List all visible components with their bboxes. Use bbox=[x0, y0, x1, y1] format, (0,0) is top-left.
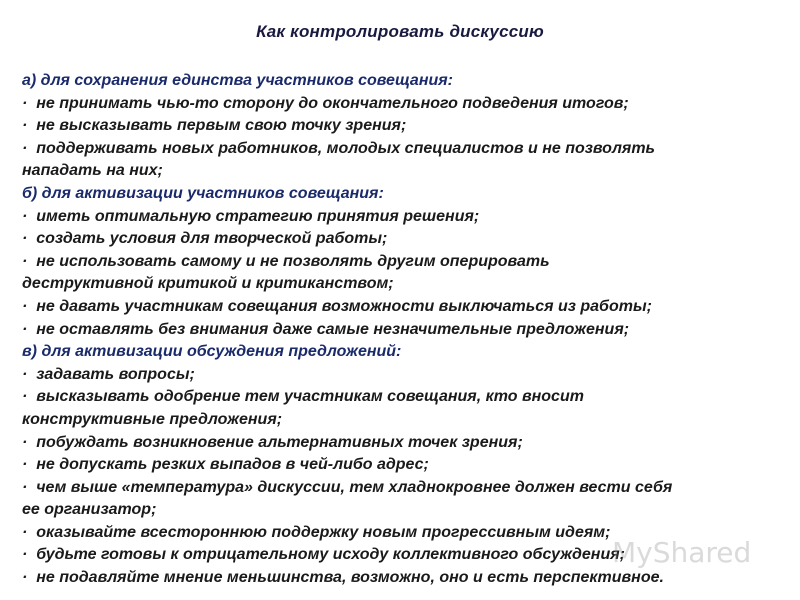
list-item: нападать на них; bbox=[22, 162, 163, 180]
list-item: · задавать вопросы; bbox=[22, 365, 195, 383]
section-heading: б) для активизации участников совещания: bbox=[22, 184, 384, 202]
section-heading: в) для активизации обсуждения предложений: bbox=[22, 343, 402, 361]
list-item: · не использовать самому и не позволять другим оперировать bbox=[22, 252, 550, 270]
list-item: конструктивные предложения; bbox=[22, 410, 283, 428]
list-item: · оказывайте всестороннюю поддержку новым прогрессивным идеям; bbox=[22, 523, 611, 541]
list-item: · не подавляйте мнение меньшинства, возможно, оно и есть перспективное. bbox=[22, 569, 664, 587]
document-body bbox=[22, 70, 792, 590]
watermark-logo: MyShared bbox=[612, 536, 752, 569]
list-item: · высказывать одобрение тем участникам совещания, кто вносит bbox=[22, 388, 584, 406]
page-title: Как контролировать дискуссию bbox=[256, 22, 544, 41]
list-item: · будьте готовы к отрицательному исходу коллективного обсуждения; bbox=[22, 546, 625, 564]
list-item: · не допускать резких выпадов в чей-либо адрес; bbox=[22, 456, 429, 474]
list-item: · не высказывать первым свою точку зрения; bbox=[22, 117, 407, 135]
list-item: · побуждать возникновение альтернативных точек зрения; bbox=[22, 433, 523, 451]
list-item: · не давать участникам совещания возможности выключаться из работы; bbox=[22, 297, 652, 315]
list-item: · не принимать чью-то сторону до окончательного подведения итогов; bbox=[22, 94, 629, 112]
list-item: · иметь оптимальную стратегию принятия решения; bbox=[22, 207, 480, 225]
list-item: деструктивной критикой и критиканством; bbox=[22, 275, 394, 293]
list-item: ее организатор; bbox=[22, 501, 157, 519]
list-item: · поддерживать новых работников, молодых специалистов и не позволять bbox=[22, 139, 656, 157]
list-item: · чем выше «температура» дискуссии, тем хладнокровнее должен вести себя bbox=[22, 478, 673, 496]
list-item: · создать условия для творческой работы; bbox=[22, 230, 388, 248]
list-item: · не оставлять без внимания даже самые незначительные предложения; bbox=[22, 320, 630, 338]
section-heading: а) для сохранения единства участников совещания: bbox=[22, 72, 453, 89]
